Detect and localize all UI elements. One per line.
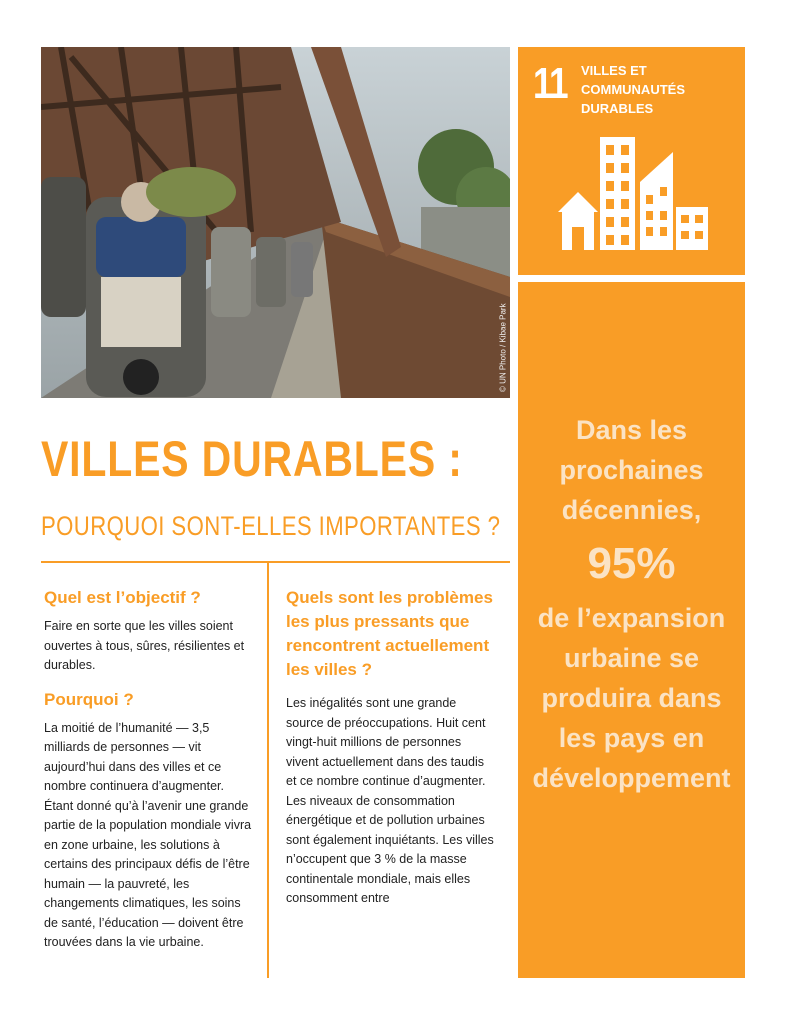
objective-text: Faire en sorte que les villes soient ouvertes à tous, sûres, résilientes et durables.: [44, 619, 245, 672]
sdg-label-line: VILLES ET: [581, 63, 647, 78]
objective-heading: Quel est l’objectif ?: [44, 588, 201, 607]
stat-line: développement: [532, 763, 731, 793]
hero-photo: [41, 47, 510, 398]
sdg-number: 11: [533, 59, 568, 108]
column-divider: [267, 563, 269, 978]
stat-line: décennies,: [561, 495, 702, 525]
bridge-scene-image: [41, 47, 510, 398]
sdg-label-line: DURABLES: [581, 101, 654, 116]
right-column: [286, 586, 494, 921]
stat-line: produira dans: [541, 683, 722, 713]
sdg-11-tile: [518, 47, 745, 275]
stat-callout: [518, 282, 745, 978]
stat-line: prochaines: [559, 455, 704, 485]
stat-line: les pays en: [558, 723, 705, 753]
why-text: La moitié de l’humanité — 3,5 milliards de personnes — vit aujourd’hui dans des villes et ce nombre continuera d’augmenter. Étant donné qu’à l’avenir une grande partie de la population mondiale vivra en zone urbaine, les solutions à certains des principaux défis de l’être humain — la pauvreté, les changements climatiques, les soins de santé, l’éducation — doivent être trouvées dans la vie urbaine.: [44, 720, 252, 949]
city-buildings-icon: [558, 137, 708, 252]
problems-heading: Quels sont les problèmes les plus pressants que rencontrent actuellement les villes ?: [286, 588, 493, 679]
problems-text: Les inégalités sont une grande source de préoccupations. Huit cent vingt-huit millions de personnes vivent actuellement dans des taudis et ce nombre continue d’augmenter. Les niveaux de consommation énergétique et de pollution urbaines sont également inquiétants. Les villes n’occupent que 3 % de la masse continentale mondiale, mais elles consomment entre: [286, 696, 494, 905]
stat-text: [518, 410, 745, 798]
why-heading: Pourquoi ?: [44, 689, 134, 709]
stat-percent: 95%: [587, 539, 676, 588]
photo-credit: © UN Photo / Kibae Park: [499, 303, 508, 392]
left-column: [44, 586, 254, 965]
page-title: VILLES DURABLES :: [41, 431, 463, 487]
stat-line: urbaine se: [563, 643, 700, 673]
sdg-label: [581, 61, 711, 118]
stat-line: Dans les: [575, 415, 688, 445]
page-subtitle: POURQUOI SONT-ELLES IMPORTANTES ?: [41, 511, 501, 541]
horizontal-divider: [41, 561, 510, 563]
stat-line: de l’expansion: [537, 603, 726, 633]
sdg-label-line: COMMUNAUTÉS: [581, 82, 685, 97]
